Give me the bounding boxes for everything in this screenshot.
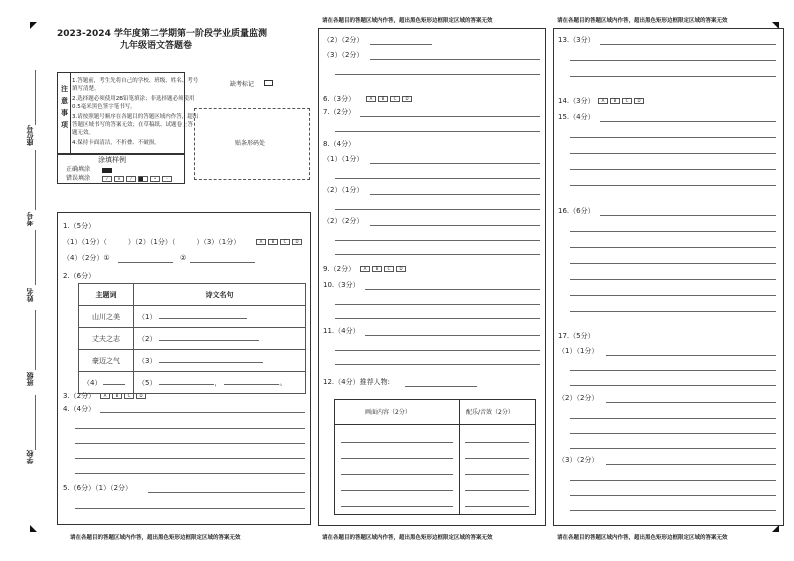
option-b[interactable]: B [372,266,382,272]
answer-line[interactable] [570,153,776,154]
answer-line[interactable] [600,215,776,216]
note-item: 3.请按照题号顺序在各题目的答题区域内作答，超出 [72,114,199,120]
wrong-fill-marks [102,175,174,183]
answer-line[interactable] [606,355,776,356]
option-b[interactable]: B [610,98,620,104]
answer-line[interactable] [360,116,540,117]
answer-line[interactable] [570,231,776,232]
table-answer-cell[interactable]: （3） [134,350,306,372]
answer-line[interactable] [341,442,453,443]
seat-number-label: 座位号 [26,125,34,146]
option-d[interactable]: D [634,98,644,104]
answer-line[interactable] [370,44,432,45]
answer-line[interactable] [335,131,540,132]
q8-2-label: （2）（1分） [323,186,364,194]
question-2-label: 2.（6分） [63,272,96,280]
fill-sample-title: 涂填样例 [98,156,126,164]
top-warning-col2: 请在各题目的答题区域内作答，超出黑色矩形边框限定区域的答案无效 [322,18,493,24]
q6-3-label: （3）（2分） [323,51,364,59]
option-b[interactable]: B [378,96,388,102]
q1-3-options[interactable] [256,238,304,246]
answer-line[interactable] [570,385,776,386]
note-item: 填写清楚。 [72,86,100,92]
fill-sample-wrong-label: 错误填涂 [66,175,91,182]
question-9-label: 9.（2分） [323,265,356,273]
table-header-verse: 诗文名句 [134,284,306,306]
answer-line[interactable] [570,60,776,61]
answer-line[interactable] [370,59,540,60]
answer-line[interactable] [335,364,540,365]
question-5-label: 5.（6分）（1）（2分） [63,484,133,492]
question-7-label: 7.（2分） [323,108,356,116]
option-a[interactable]: A [100,393,110,399]
wrong-fill-dash-icon: - [162,176,172,182]
question-12-label: 12.（4分）推荐人物: [323,378,390,386]
exam-number-label: 考号 [26,212,34,226]
answer-line[interactable] [465,458,529,459]
note-item: 题无效。 [72,130,95,136]
answer-line[interactable] [341,506,453,507]
corner-mark-bottom-right [772,525,779,532]
question-1-label: 1.（5分） [63,222,96,230]
question-8-label: 8.（4分） [323,140,356,148]
question-1-circle2: ② [180,254,187,262]
q17-1-label: （1）（1分） [558,347,599,355]
option-d[interactable]: D [292,239,302,245]
school-label: 学校 [26,450,34,464]
fill-sample-correct-label: 正确填涂 [66,166,91,173]
question-16-label: 16.（6分） [558,207,595,215]
option-a[interactable]: A [360,266,370,272]
answer-line[interactable] [606,464,776,465]
table-answer-cell[interactable]: （2） [134,328,306,350]
q9-options[interactable] [360,265,408,273]
answer-line[interactable] [465,490,529,491]
answer-line[interactable] [75,458,305,459]
option-c[interactable]: C [280,239,290,245]
option-c[interactable]: C [384,266,394,272]
answer-line[interactable] [335,209,540,210]
answer-line[interactable] [370,194,540,195]
notes-heading: 注 意 事 项 [61,85,68,129]
wrong-fill-slash-icon: / [126,176,136,182]
top-warning-col3: 请在各题目的答题区域内作答，超出黑色矩形边框限定区域的答案无效 [557,18,728,24]
table-theme-cell: 丈夫之志 [79,328,134,350]
note-item: 0.5毫米黑色签字笔书写。 [72,104,136,110]
q14-options[interactable] [598,97,646,105]
answer-line[interactable] [570,279,776,280]
question-1-line1: （1）（1分）（ ）（2）（1分）（ ）（3）（1分） [63,238,241,246]
answer-line[interactable] [365,335,540,336]
note-item: 2.选择题必须使用2B铅笔填涂；非选择题必须使用 [72,96,195,102]
answer-line[interactable] [570,295,776,296]
absent-mark-label: 缺考标记 [230,81,255,88]
corner-mark-top-left [30,22,37,29]
bottom-warning-col1: 请在各题目的答题区域内作答，超出黑色矩形边框限定区域的答案无效 [70,535,241,541]
answer-line[interactable] [570,510,776,511]
answer-line[interactable] [370,225,540,226]
answer-line[interactable] [335,74,540,75]
option-b[interactable]: B [268,239,278,245]
exam-number-line [35,150,36,210]
class-line [35,310,36,370]
option-d[interactable]: D [396,266,406,272]
option-c[interactable]: C [622,98,632,104]
name-label: 姓名 [26,288,34,302]
answer-line[interactable] [335,240,540,241]
option-c[interactable]: C [124,393,134,399]
note-item: 答题区域书写的答案无效；在草稿纸、试题卷上答 [72,122,194,128]
question-13-label: 13.（3分） [558,36,595,44]
option-c[interactable]: C [390,96,400,102]
correct-fill-mark [102,168,112,173]
option-a[interactable]: A [598,98,608,104]
q8-1-label: （1）（1分） [323,155,364,163]
recommend-person-line[interactable] [405,386,477,387]
answer-line[interactable] [570,263,776,264]
answer-line[interactable] [75,443,305,444]
answer-line[interactable] [570,185,776,186]
answer-line[interactable] [341,458,453,459]
answer-line[interactable] [465,442,529,443]
table-theme-cell: 山川之美 [79,306,134,328]
table-theme-cell: 豪迈之气 [79,350,134,372]
question-14-label: 14.（3分） [558,97,595,105]
answer-line[interactable] [570,448,776,449]
barcode-area [194,108,310,180]
question-17-label: 17.（5分） [558,332,595,340]
fill-sample-box [57,154,185,184]
answer-line[interactable] [365,289,540,290]
bottom-warning-col3: 请在各题目的答题区域内作答，超出黑色矩形边框限定区域的答案无效 [557,535,728,541]
wrong-fill-cross-icon: ✕ [114,176,124,182]
answer-line[interactable] [341,490,453,491]
answer-line[interactable] [75,428,305,429]
answer-line[interactable] [570,480,776,481]
note-item: 1.答题前，考生先将自己的学校、班级、姓名、考号 [72,78,199,84]
class-label: 班级 [26,372,34,386]
table-header-theme: 主题词 [79,284,134,306]
q17-3-label: （3）（2分） [558,456,599,464]
table-theme-cell[interactable]: （4） [79,372,134,394]
name-line [35,230,36,285]
answer-line[interactable] [570,433,776,434]
page-subtitle: 九年级语文答题卷 [120,41,193,51]
barcode-label: 贴条形码处 [235,140,266,147]
wrong-fill-half-icon [138,176,148,182]
question-4-label: 4.（4分） [63,405,96,413]
answer-line[interactable] [570,169,776,170]
answer-line[interactable] [570,418,776,419]
q3-options[interactable] [100,392,148,400]
question-6-label: 6.（3分） [323,95,356,103]
poetry-table [78,283,306,394]
bottom-warning-col2: 请在各题目的答题区域内作答，超出黑色矩形边框限定区域的答案无效 [322,535,493,541]
answer-line[interactable] [465,506,529,507]
answer-line[interactable] [341,474,453,475]
answer-line[interactable] [370,163,540,164]
answer-line[interactable] [100,412,305,413]
question-11-label: 11.（4分） [323,327,360,335]
note-item: 4.保持卡面清洁，不折叠、不破损。 [72,140,160,146]
answer-line[interactable] [75,473,305,474]
q17-2-label: （2）（2分） [558,394,599,402]
option-d[interactable]: D [402,96,412,102]
corner-mark-bottom-left [30,525,37,532]
option-a[interactable]: A [256,239,266,245]
answer-line[interactable] [148,492,305,493]
q8-3-label: （2）（2分） [323,217,364,225]
seat-number-line [35,70,36,125]
page-title: 2023-2024 学年度第二学期第一阶段学业质量监测 [57,29,267,39]
q6-2-label: （2）（2分） [323,36,364,44]
absent-mark-box[interactable] [264,80,273,86]
option-d[interactable]: D [136,393,146,399]
answer-line[interactable] [335,350,540,351]
notes-box [57,72,199,154]
q12-header-picture: 画面内容（2分） [365,409,411,416]
wrong-fill-check-icon: ✓ [102,176,112,182]
answer-line[interactable] [75,508,305,509]
option-b[interactable]: B [112,393,122,399]
question-1-line2: （4）（2分）① [63,254,110,262]
table-answer-cell[interactable]: （1） [134,306,306,328]
question-15-label: 15.（4分） [558,113,595,121]
school-line [35,395,36,450]
answer-line[interactable] [335,318,540,319]
answer-line[interactable] [335,178,540,179]
answer-line[interactable] [118,262,173,263]
answer-line[interactable] [335,254,540,255]
answer-line[interactable] [190,262,255,263]
table-answer-cell[interactable]: （5） ， 。 [134,372,306,394]
answer-line[interactable] [600,44,776,45]
answer-line[interactable] [465,474,529,475]
question-10-label: 10.（3分） [323,281,360,289]
q12-header-music: 配乐/音效（2分） [466,409,514,416]
answer-line[interactable] [570,137,776,138]
answer-line[interactable] [600,121,776,122]
answer-line[interactable] [570,370,776,371]
q6-options[interactable] [366,95,414,103]
question-3-label: 3.（2分） [63,392,96,400]
answer-line[interactable] [335,304,540,305]
answer-line[interactable] [570,247,776,248]
wrong-fill-dot-icon: • [150,176,160,182]
answer-line[interactable] [570,311,776,312]
answer-line[interactable] [606,402,776,403]
q12-table [334,399,536,515]
answer-line[interactable] [570,76,776,77]
option-a[interactable]: A [366,96,376,102]
answer-line[interactable] [570,495,776,496]
